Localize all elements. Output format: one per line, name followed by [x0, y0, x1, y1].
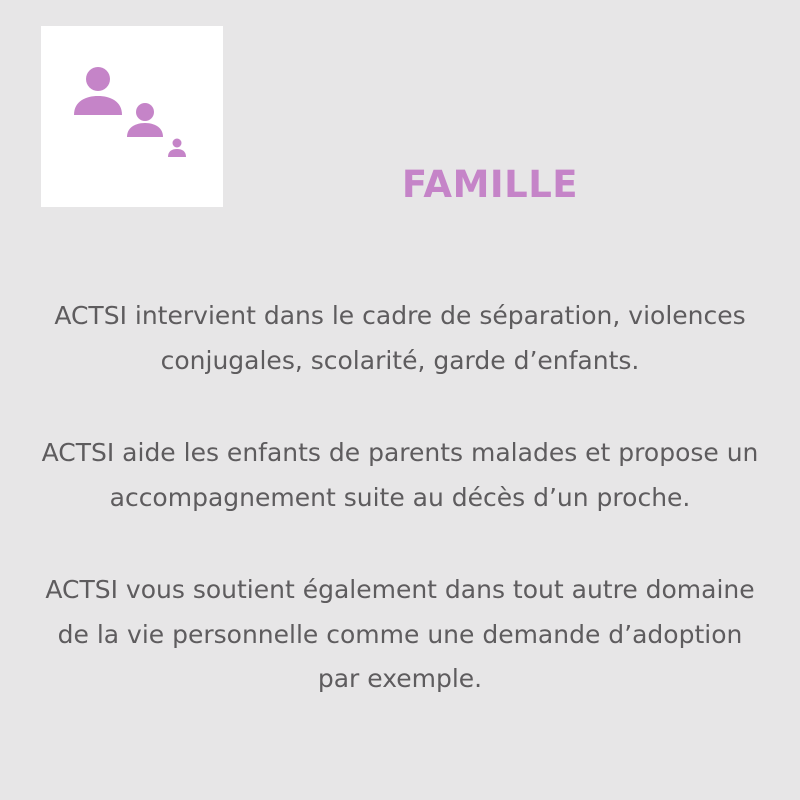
small-person-head	[173, 139, 182, 148]
small-person-body	[168, 149, 186, 157]
paragraph-children-support: ACTSI aide les enfants de parents malades et propose un accompagnement suite au décès d’un proche.	[41, 438, 759, 512]
page-title: FAMILLE	[401, 163, 579, 206]
paragraph-personal-life: ACTSI vous soutient également dans tout autre domaine de la vie personnelle comme une demande d’adoption par exemple.	[45, 575, 755, 693]
medium-person-body	[127, 123, 163, 137]
icon-card	[41, 26, 223, 207]
large-person-body	[74, 96, 122, 115]
medium-person-head	[136, 103, 154, 121]
large-person-head	[86, 67, 110, 91]
description	[40, 294, 760, 702]
paragraph-family-situations: ACTSI intervient dans le cadre de séparation, violences conjugales, scolarité, garde d’enfants.	[54, 301, 746, 375]
family-people-icon	[41, 26, 223, 207]
